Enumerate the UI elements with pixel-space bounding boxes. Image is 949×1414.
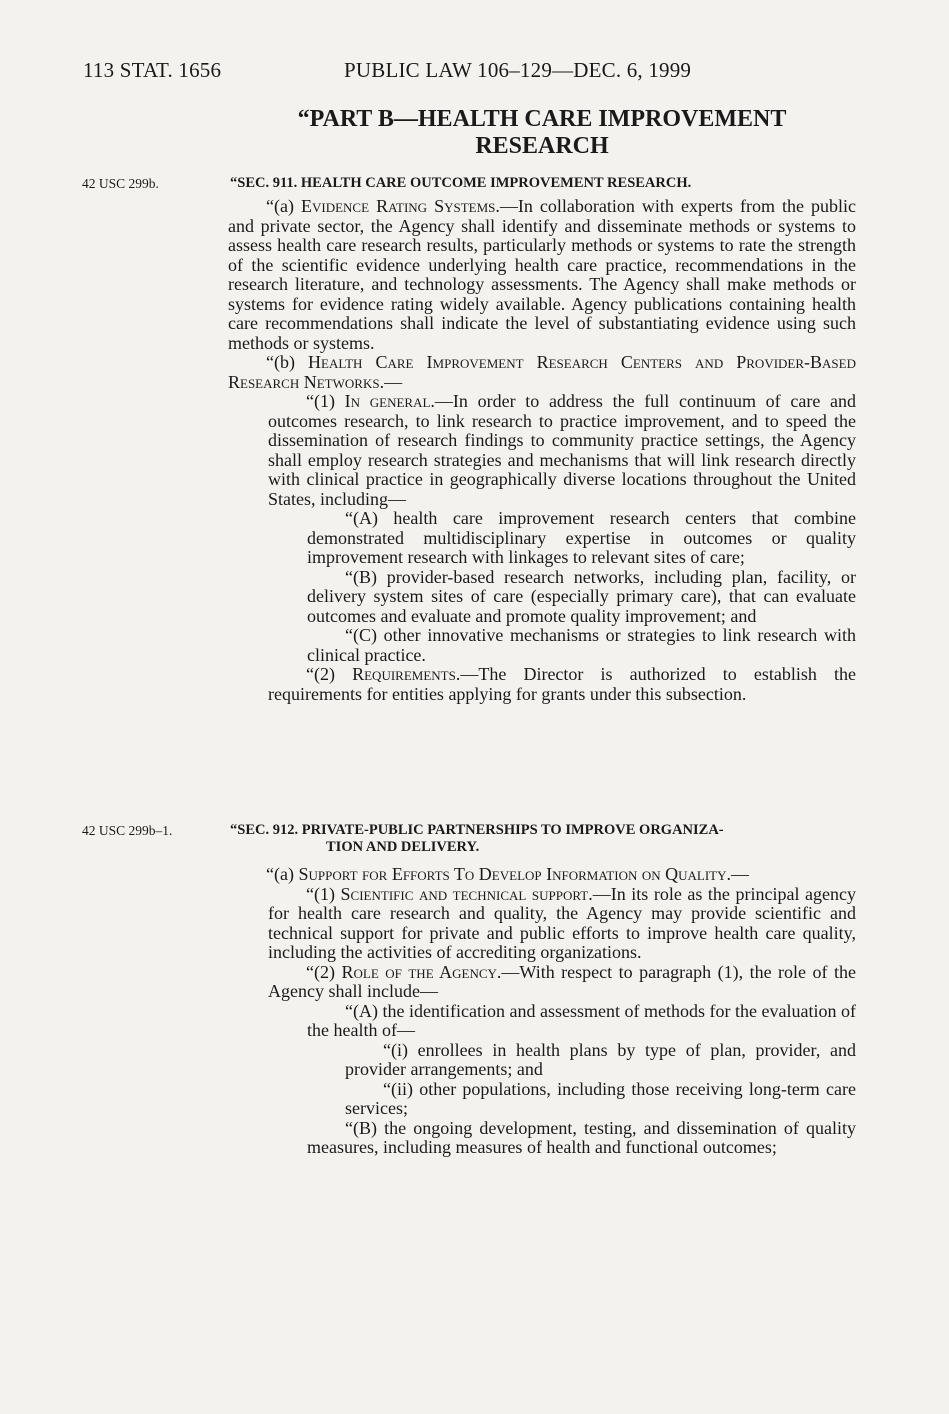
part-title-line2: RESEARCH [475,133,609,159]
subparagraph-b1C: “(C) other innovative mechanisms or strategies to link research with clinical practice. [307,625,856,665]
part-title-line1: “PART B—HEALTH CARE IMPROVEMENT [297,106,787,132]
subsection-b: “(b) Health Care Improvement Research Centers and Provider-Based Research Networks.— [228,352,856,392]
section-heading-912: “SEC. 912. PRIVATE-PUBLIC PARTNERSHIPS TO IMPROVE ORGANIZA- TION AND DELIVERY. [230,822,724,855]
subsection-912-a: “(a) Support for Efforts To Develop Information on Quality.— [266,864,750,884]
page-citation: 113 STAT. 1656 [83,58,222,82]
subparagraph-b1B: “(B) provider-based research networks, including plan, facility, or delivery system sites of care (especially primary care), that can evaluate outcomes and evaluate and promote quality improvement; and [307,566,856,626]
subparagraph-b1A: “(A) health care improvement research centers that combine demonstrated multidisciplinary expertise in outcomes or quality improvement research with linkages to relevant sites of care; [307,508,856,567]
margin-note-sec912: 42 USC 299b–1. [82,823,173,838]
subsection-a: “(a) Evidence Rating Systems.—In collaboration with experts from the public and private sector, the Agency shall identify and disseminate methods or systems to assess health care research results, particularly methods or systems to rate the strength of the scientific evidence underlying health care practice, recommendations in the research literature, and technology assessments. The Agency shall make methods or systems for evidence rating widely available. Agency publications containing health care recommendations shall indicate the level of substantiating evidence using such methods or systems. [228,196,856,353]
section-912-body [228,865,856,1158]
subparagraph-912-a2B: “(B) the ongoing development, testing, and dissemination of quality measures, including measures of health and functional outcomes; [307,1117,856,1157]
law-citation: PUBLIC LAW 106–129—DEC. 6, 1999 [344,58,692,82]
margin-note-sec911: 42 USC 299b. [82,176,159,191]
subparagraph-912-a2A: “(A) the identification and assessment of methods for the evaluation of the health of— [307,1000,856,1040]
section-911-body [228,197,856,704]
part-title [228,106,856,160]
clause-912-a2Aii: “(ii) other populations, including those receiving long-term care services; [345,1078,856,1118]
paragraph-b1: “(1) In general.—In order to address the full continuum of care and outcomes research, to link research to practice improvement, and to speed the dissemination of research findings to community practice settings, the Agency shall employ research strategies and mechanisms that will link research directly with clinical practice in geographically diverse locations throughout the United States, including— [268,391,856,509]
section-heading-911: “SEC. 911. HEALTH CARE OUTCOME IMPROVEMENT RESEARCH. [230,175,692,191]
paragraph-912-a1: “(1) Scientific and technical support.—In its role as the principal agency for health care research and quality, the Agency may provide scientific and technical support for private and public efforts to improve health care quality, including the activities of accrediting organizations. [268,883,856,962]
paragraph-912-a2: “(2) Role of the Agency.—With respect to paragraph (1), the role of the Agency shall include— [268,961,857,1001]
clause-912-a2Ai: “(i) enrollees in health plans by type of plan, provider, and provider arrangements; and [345,1039,856,1079]
paragraph-b2: “(2) Requirements.—The Director is authorized to establish the requirements for entities applying for grants under this subsection. [268,664,856,704]
